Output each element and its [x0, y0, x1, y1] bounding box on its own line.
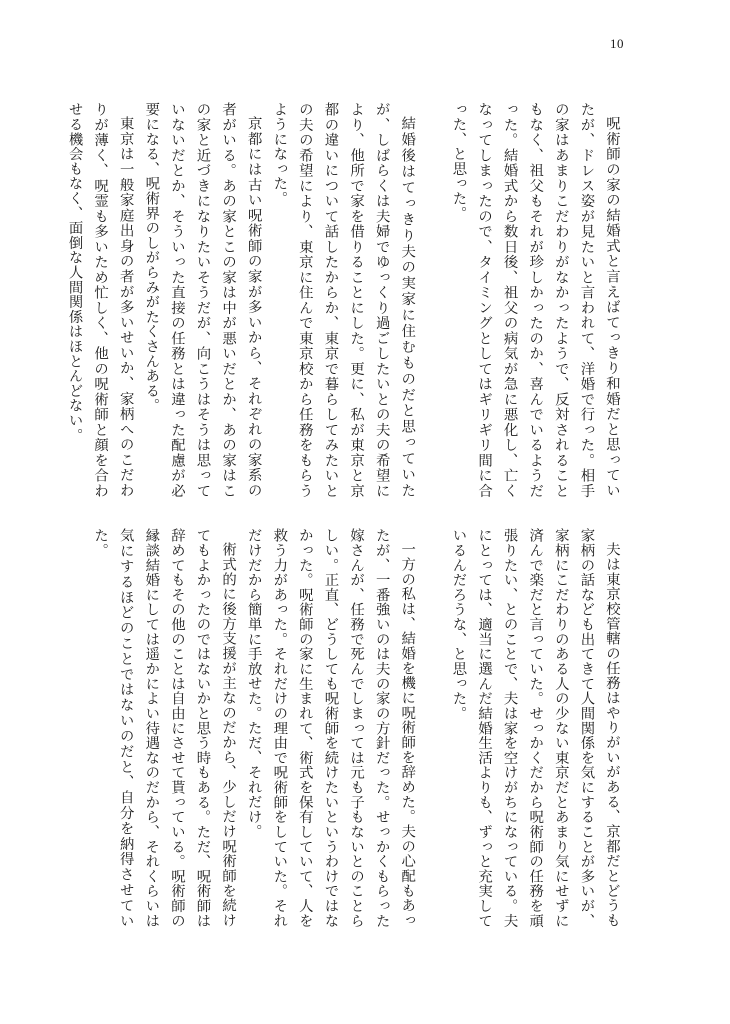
text-column-top: [66, 102, 624, 498]
page-number: 10: [610, 36, 624, 51]
paragraph: 術式的に後方支援が主なのだから、少しだけ呪術師を続けてもよかったのではないかと思う時もある。ただ、呪術師は辞めてもその他のことは自由にさせて貰っている。呪術師の縁談結婚にしては遥かによい待遇なのだから、それくらいは気にするほどのことではないのだと、自分を納得させていた。: [92, 528, 237, 928]
paragraph: 京都には古い呪術師の家が多いから、それぞれの家系の者がいる。あの家とこの家は中が悪いだとか、あの家はこの家と近づきになりたいそうだが、向こうはそうは思っていないだとか、そういった直接の任務とは違った配慮が必要になる、呪術界のしがらみがたくさんある。: [143, 102, 262, 498]
paragraph: 夫は東京校管轄の任務はやりがいがある、京都だとどうも家柄の話なども出てきて人間関係を気にすることが多いが、家柄にこだわりのある人の少ない東京だとあまり気にせずに済んで楽だと言っていた。せっかくだから呪術師の任務を頑張りたい、とのことで、夫は家を空けがちになっている。夫にとっては、適当に選んだ結婚生活よりも、ずっと充実しているんだろうな、と思った。: [450, 528, 620, 928]
paragraph: 呪術師の家の結婚式と言えばてっきり和婚だと思っていたが、ドレス姿が見たいと言われて、洋婚で行った。相手の家はあまりこだわりがなかったようで、反対されることもなく、祖父もそれが珍しかったのか、喜んでいるようだった。結婚式から数日後、祖父の病気が急に悪化し、亡くなってしまったので、タイミングとしてはギリギリ間に合った、と思った。: [450, 102, 620, 498]
paragraph-spacer: [419, 528, 445, 928]
text-column-bottom: [92, 528, 624, 928]
paragraph-spacer: [419, 102, 445, 498]
paragraph: 東京は一般家庭出身の者が多いせいか、家柄へのこだわりが薄く、呪霊も多いため忙しく、他の呪術師と顔を合わせる機会もなく、面倒な人間関係はほとんどない。: [66, 102, 134, 498]
paragraph: 結婚後はてっきり夫の実家に住むものだと思っていたが、しばらくは夫婦でゆっくり過ごしたいとの夫の希望により、他所で家を借りることにした。更に、私が東京と京都の違いについて話したからか、東京で暮らしてみたいとの夫の希望により、東京に住んで東京校から任務をもらうようになった。: [271, 102, 416, 498]
paragraph: 一方の私は、結婚を機に呪術師を辞めた。夫の心配もあったが、一番強いのは夫の家の方針だった。せっかくもらった嫁さんが、任務で死んでしまっては元も子もないとのことらしい。正直、どうしても呪術師を続けたいというわけではなかった。呪術師の家に生まれて、術式を保有していて、人を救う力があった。それだけの理由で呪術師をしていた。それだけだから簡単に手放せた。ただ、それだけ。: [245, 528, 416, 928]
